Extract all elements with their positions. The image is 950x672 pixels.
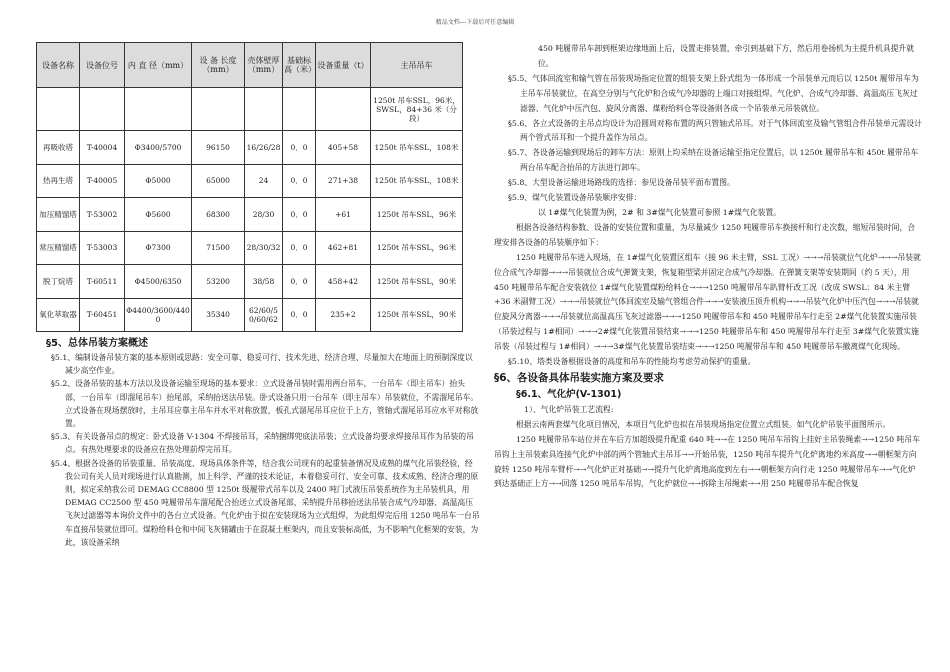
table-cell: 常压精馏塔 <box>37 231 80 265</box>
table-cell: 68300 <box>192 198 245 232</box>
table-cell: 0．0 <box>283 298 316 332</box>
table-cell: Φ7300 <box>125 231 192 265</box>
section-6-1-title: §6.1、气化炉(V-1301) <box>516 388 622 400</box>
table-cell: 0．0 <box>283 231 316 265</box>
paragraph-5-4-continued: 450 吨履带吊车卸到框架边缘地面上后，设置走排装置，牵引到基础下方，然后用卷扬机为主提升机具提升就位。 <box>538 44 915 68</box>
paragraph-6-1-a: 根据云南两套煤气化项目情况，本项目气化炉也拟在吊装现场指定位置立式组装。如气化炉吊装平面图所示。 <box>516 419 891 429</box>
section-5-title: §5、总体吊装方案概述 <box>46 338 148 349</box>
table-cell: T-53002 <box>80 198 125 232</box>
paragraph-5-10: §5.10、塔类设备根据设备的高度和吊车的性能均考虑劳动保护的重量。 <box>508 357 756 367</box>
table-cell: 71500 <box>192 231 245 265</box>
table-row <box>37 131 463 165</box>
table-cell: 1250t 吊车SSL，96米，SWSL，84+36 米（分段） <box>371 88 463 131</box>
table-header-cell: 壳体壁厚（mm） <box>245 43 283 88</box>
note-sequence-intro: 根据各设备结构参数、设备的安装位置和重量，为尽量减少 1250 吨履带吊车换接杆和行走次数，缩短吊装时间，合理安排各设备的吊装顺序如下： <box>494 222 916 247</box>
table-cell: 0．0 <box>283 131 316 165</box>
table-cell: 28/30 <box>245 198 283 232</box>
table-row <box>37 164 463 198</box>
table-row <box>37 198 463 232</box>
table-cell: 再吸收塔 <box>37 131 80 165</box>
table-cell <box>37 88 80 131</box>
lifting-sequence: 1250 吨履带吊车进入现场，在 1#煤气化装置区组车（接 96 米主臂，SSL 工况）→→→吊装就位气化炉→→→吊装就位合成气冷却器→→→吊装就位合成气弹簧支架，恢复箱型梁并固定合成气冷却器。在弹簧支架等安装期间（约 5 天），用 450 吨履带吊车配合安装就位 1#煤气化装置煤粉给料仓→→→1250 吨履带吊车趴臂杆改工况（改成 SWSL：84 米主臂+36 米副臂工况）→→→吊装就位气体回流室及输气管组合件→→→安装液压顶升机构→→→吊装气化炉中压汽包→→→吊装就位旋风分离器→→→吊装就位高温高压飞灰过滤器→→→1250 吨履带吊车和 450 吨履带吊车行走至 2#煤气化装置实施吊装（吊装过程与 1#相同）→→→2#煤气化装置吊装结束→→→1250 吨履带吊车和 450 吨履带吊车行走至 3#煤气化装置实施吊装（吊装过程与 1#相同）→→→3#煤气化装置吊装结束→→→1250 吨履带吊车和 450 吨履带吊车撤离煤气化现场。 <box>494 252 921 352</box>
table-cell: 35340 <box>192 298 245 332</box>
paragraph-5-6: §5.6、各立式设备的主吊点均设计为沿圆周对称布置的两只管轴式吊耳。对于气体回流室及输气管组合件吊装单元需设计两个管式吊耳和一个提升盖作为吊点。 <box>508 118 922 143</box>
table-cell: 氧化萃取器 <box>37 298 80 332</box>
table-cell: T-40004 <box>80 131 125 165</box>
table-cell: 235+2 <box>316 298 371 332</box>
paragraph-5-4: §5.4、根据各设备的吊装重量、吊装高度、现场具体条件等，结合我公司现有的起重装备情况及成熟的煤气化吊装经验，经我公司有关人员对现场进行认真勘测，加上科学、严谨的技术论证，本着稳妥可行、安全可靠、技术成熟、经济合理的原则，拟定采纳我公司 DEMAG CC8800 型 1250t 级履带式吊车以及 2400 吨门式液压吊装系统作为主吊装机具，用 DEMAG CC2500 型 450 吨履带吊车溜尾配合抬送立式设备尾部，采纳提升吊移抬送法吊装合成气冷却器、高温高压飞灰过滤器等本询价文件中的各台立式设备。气化炉由于拟在安装现场为立式组焊，为此组焊完后用 1250 吨吊车一台吊车直接吊装就位即可。煤粉给料仓和中间飞灰储罐由于在混凝土框架内，而且安装标高低，为不影响气化框架的安装，为此，该设备采纳 <box>51 458 480 547</box>
table-cell: 1250t 吊车SSL，108米 <box>371 131 463 165</box>
table-cell: T-53003 <box>80 231 125 265</box>
table-cell <box>245 88 283 131</box>
section-6-title: §6、各设备具体吊装实施方案及要求 <box>494 371 665 384</box>
table-cell: 458+42 <box>316 265 371 299</box>
table-cell: 1250t 吊车SSL，90米 <box>371 298 463 332</box>
table-row <box>37 231 463 265</box>
table-row <box>37 88 463 131</box>
table-cell: Φ5600 <box>125 198 192 232</box>
table-cell <box>80 88 125 131</box>
table-cell: 0．0 <box>283 164 316 198</box>
note-device-example: 以 1#煤气化装置为例，2# 和 3#煤气化装置可参照 1#煤气化装置。 <box>538 207 782 217</box>
table-cell: 96150 <box>192 131 245 165</box>
table-header-cell: 设 备 长度（mm） <box>192 43 245 88</box>
table-header-cell: 设备位号 <box>80 43 125 88</box>
table-cell: 0．0 <box>283 265 316 299</box>
table-cell: +61 <box>316 198 371 232</box>
paragraph-5-5: §5.5、气体回流室和输气管在吊装现场指定位置的组装支架上卧式组为一体形成一个吊装单元而后以 1250t 履带吊车为主吊车吊装就位，在高空分别与气化炉和合成气冷却器的上端口对接组焊。气化炉、合成气冷却器、高温高压飞灰过滤器、气化炉中压汽包、旋风分离器、煤粉给料仓等设备则各成一个吊装单元吊装就位。 <box>508 73 919 113</box>
table-cell: Φ3400/5700 <box>125 131 192 165</box>
table-header-row <box>37 43 463 88</box>
table-cell: 加压精馏塔 <box>37 198 80 232</box>
table-cell: Φ4500/6350 <box>125 265 192 299</box>
table-cell: T-40005 <box>80 164 125 198</box>
table-cell: 271+38 <box>316 164 371 198</box>
paragraph-5-3: §5.3、有关设备吊点的规定：卧式设备 V-1304 不焊接吊耳，采纳捆绑兜底法吊装；立式设备均要求焊接吊耳作为吊装的吊点。有热处理要求的设备应在热处理前焊完吊耳。 <box>51 432 474 455</box>
equipment-table <box>36 42 463 332</box>
table-cell: Φ5000 <box>125 164 192 198</box>
table-cell: 0．0 <box>283 198 316 232</box>
table-cell: 1250t 吊车SSL，96米 <box>371 198 463 232</box>
paragraph-5-7: §5.7、各设备运输到现场后的卸车方法：原则上均采纳在设备运输至指定位置后，以 1250t 履带吊车和 450t 履带吊车两台吊车配合抬吊的方法进行卸车。 <box>508 148 919 173</box>
table-header-cell: 主吊吊车 <box>371 43 463 88</box>
table-cell: 1250t 吊车SSL，90米 <box>371 265 463 299</box>
table-cell: 405+58 <box>316 131 371 165</box>
table-header-cell: 基础标高（米） <box>283 43 316 88</box>
table-row <box>37 265 463 299</box>
table-cell: 24 <box>245 164 283 198</box>
table-cell: 1250t 吊车SSL，96米 <box>371 231 463 265</box>
paragraph-5-1: §5.1、编制设备吊装方案的基本原则或思路：安全可靠、稳妥可行、技术先进、经济合理、尽量加大在地面上的预制深度以减少高空作业。 <box>51 353 473 376</box>
table-cell <box>283 88 316 131</box>
table-cell: 脱丁烷塔 <box>37 265 80 299</box>
table-cell: 62/60/50/60/62 <box>245 298 283 332</box>
table-cell: 38/58 <box>245 265 283 299</box>
table-cell <box>125 88 192 131</box>
table-cell: T-60451 <box>80 298 125 332</box>
table-header-cell: 设备名称 <box>37 43 80 88</box>
table-cell: 462+81 <box>316 231 371 265</box>
table-cell <box>192 88 245 131</box>
table-row <box>37 298 463 332</box>
paragraph-5-8: §5.8、大型设备运输进场路线的选择：参见设备吊装平面布置图。 <box>508 178 735 188</box>
table-cell: T-60511 <box>80 265 125 299</box>
page-header: 精品文档---下载后可任意编辑 <box>435 19 515 26</box>
table-header-cell: 设备重量（t） <box>316 43 371 88</box>
table-cell: 53200 <box>192 265 245 299</box>
table-cell: 65000 <box>192 164 245 198</box>
table-cell: 16/26/28 <box>245 131 283 165</box>
paragraph-5-9: §5.9、煤气化装置设备吊装顺序安排： <box>508 193 642 203</box>
table-header-cell: 内 直 径（mm） <box>125 43 192 88</box>
table-cell: 1250t 吊车SSL，108米 <box>371 164 463 198</box>
right-column <box>494 42 922 492</box>
table-cell: 热再生塔 <box>37 164 80 198</box>
table-cell: Φ4400/3600/4400 <box>125 298 192 332</box>
table-cell: 28/30/32 <box>245 231 283 265</box>
left-column <box>36 42 480 549</box>
paragraph-6-1-b: 1250 吨履带吊车站位并在车后方加超级提升配重 640 吨→→在 1250 吨吊车吊钩上挂好主吊装绳索→→1250 吨吊车吊钩上主吊装索具连接气化炉中部的两个管轴式主吊耳→→开始吊装，1250 吨吊车提升气化炉离地约米高度→→朝框架方向旋转 1250 吨吊车臂杆→→气化炉正对基础→→提升气化炉离地高度到左右→→朝框架方向行走 1250 吨履带吊车→→气化炉到达基础正上方→→回落 1250 吨吊车吊钩，气化炉就位→→拆除主吊绳索→→用 250 吨履带吊车配合恢复 <box>494 434 920 489</box>
table-cell <box>316 88 371 131</box>
paragraph-5-2: §5.2、设备吊装的基本方法以及设备运输至现场的基本要求：立式设备吊装时需用两台吊车，一台吊车（即主吊车）抬头部，一台吊车（即溜尾吊车）抬尾部，采纳抬送法吊装。卧式设备只用一台吊车（即主吊车）吊装就位，不需溜尾吊车。立式设备在现场摆放时，主吊耳应靠主吊车并水平对称放置，板孔式溜尾吊耳应位于上方，管轴式溜尾吊耳应水平对称放置。 <box>51 379 479 429</box>
subheading-process: 1）、气化炉吊装工艺流程: <box>524 404 614 414</box>
